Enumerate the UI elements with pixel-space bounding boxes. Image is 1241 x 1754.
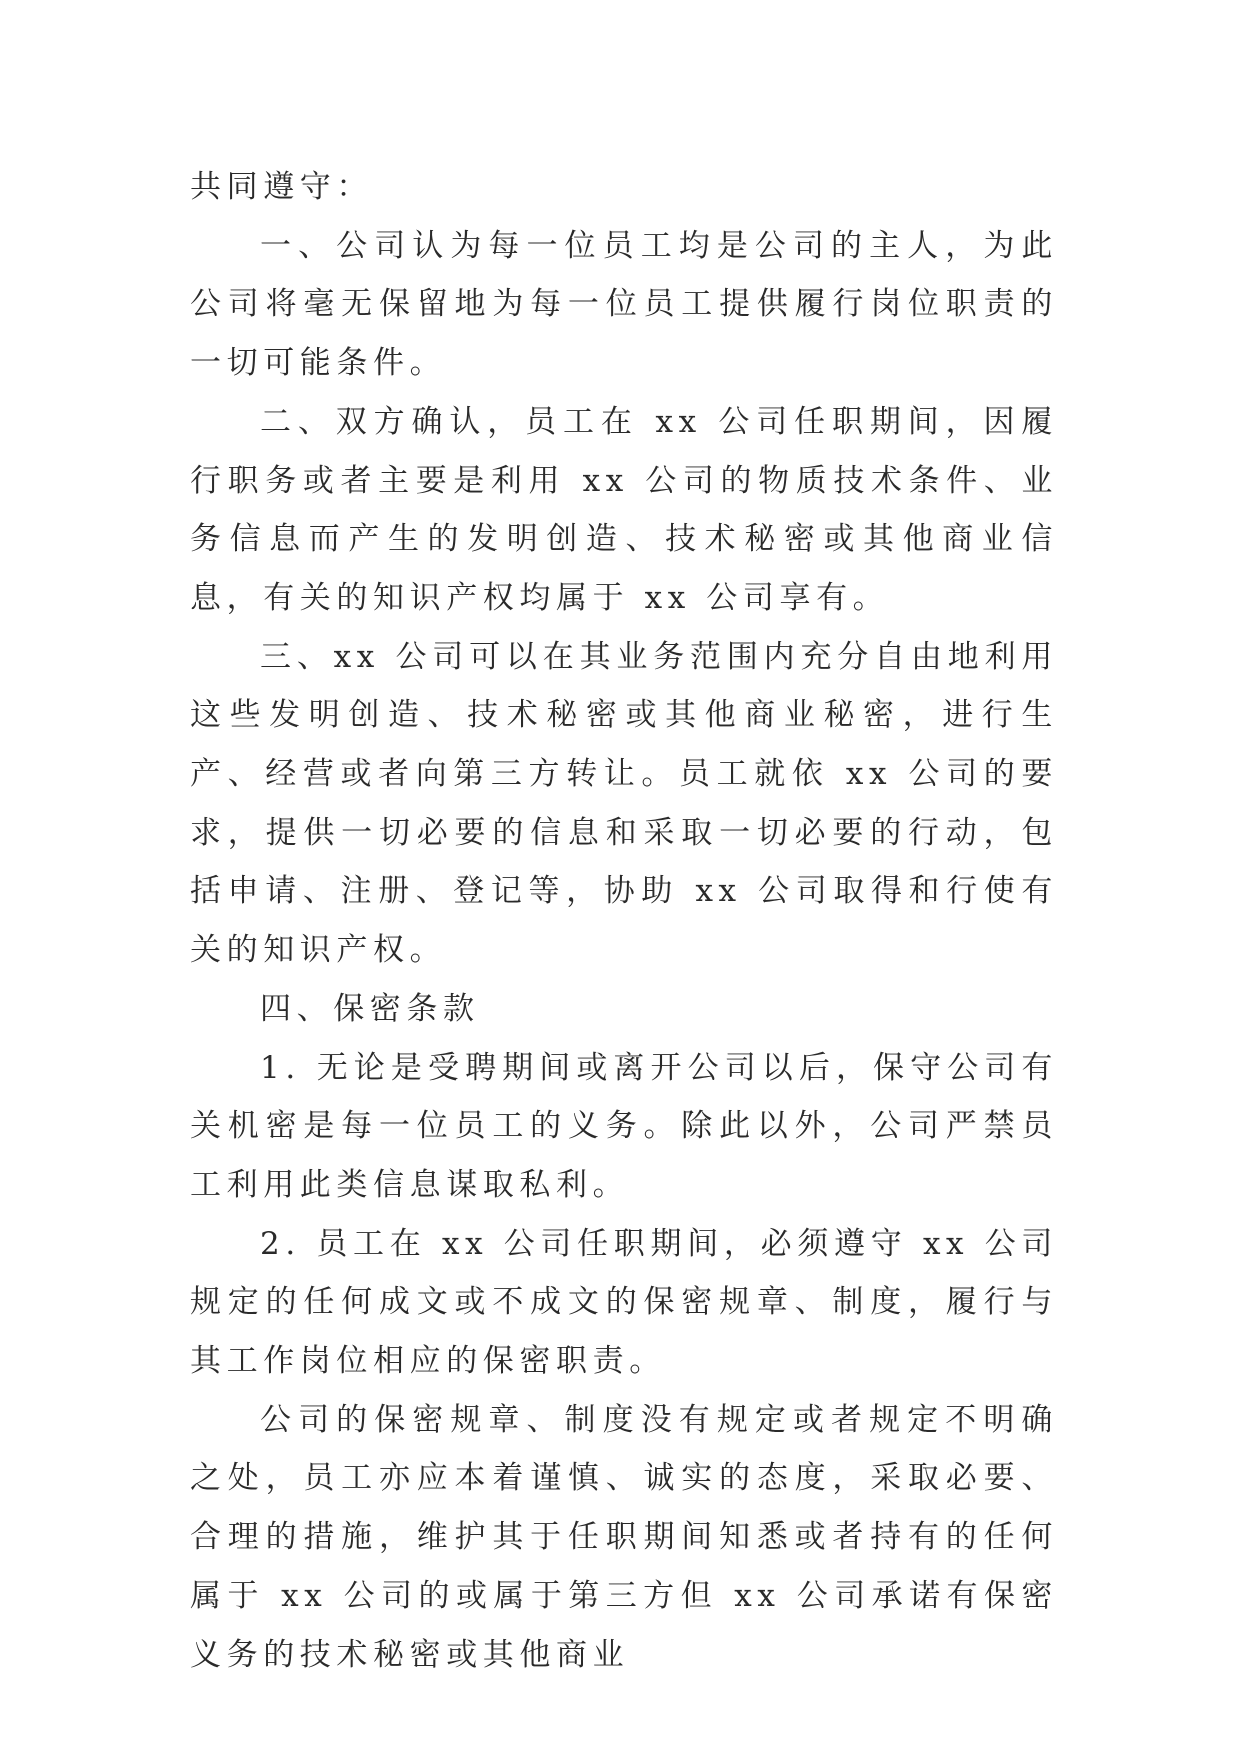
paragraph-intro: 共同遵守： [190,169,373,205]
paragraph-clause-1: 一、公司认为每一位员工均是公司的主人，为此公司将毫无保留地为每一位员工提供履行岗位职责的一切可能条件。 [190,227,1058,382]
paragraph-continuation: 公司的保密规章、制度没有规定或者规定不明确之处，员工亦应本着谨慎、诚实的态度，采取必要、合理的措施，维护其于任职期间知悉或者持有的任何属于 xx 公司的或属于第三方但 xx 公司承诺有保密义务的技术秘密或其他商业 [190,1401,1058,1673]
section-heading-confidentiality: 四、保密条款 [260,990,480,1027]
paragraph-clause-3: 三、xx 公司可以在其业务范围内充分自由地利用这些发明创造、技术秘密或其他商业秘密，进行生产、经营或者向第三方转让。员工就依 xx 公司的要求，提供一切必要的信息和采取一切必要的行动，包括申请、注册、登记等，协助 xx 公司取得和行使有关的知识产权。 [190,638,1058,969]
paragraph-item-1: 1. 无论是受聘期间或离开公司以后，保守公司有关机密是每一位员工的义务。除此以外，公司严禁员工利用此类信息谋取私利。 [190,1049,1058,1203]
document-body [190,158,1058,1684]
paragraph-item-2: 2. 员工在 xx 公司任职期间，必须遵守 xx 公司规定的任何成文或不成文的保密规章、制度，履行与其工作岗位相应的保密职责。 [190,1225,1058,1380]
paragraph-clause-2: 二、双方确认，员工在 xx 公司任职期间，因履行职务或者主要是利用 xx 公司的物质技术条件、业务信息而产生的发明创造、技术秘密或其他商业信息，有关的知识产权均属于 xx 公司享有。 [190,403,1058,616]
